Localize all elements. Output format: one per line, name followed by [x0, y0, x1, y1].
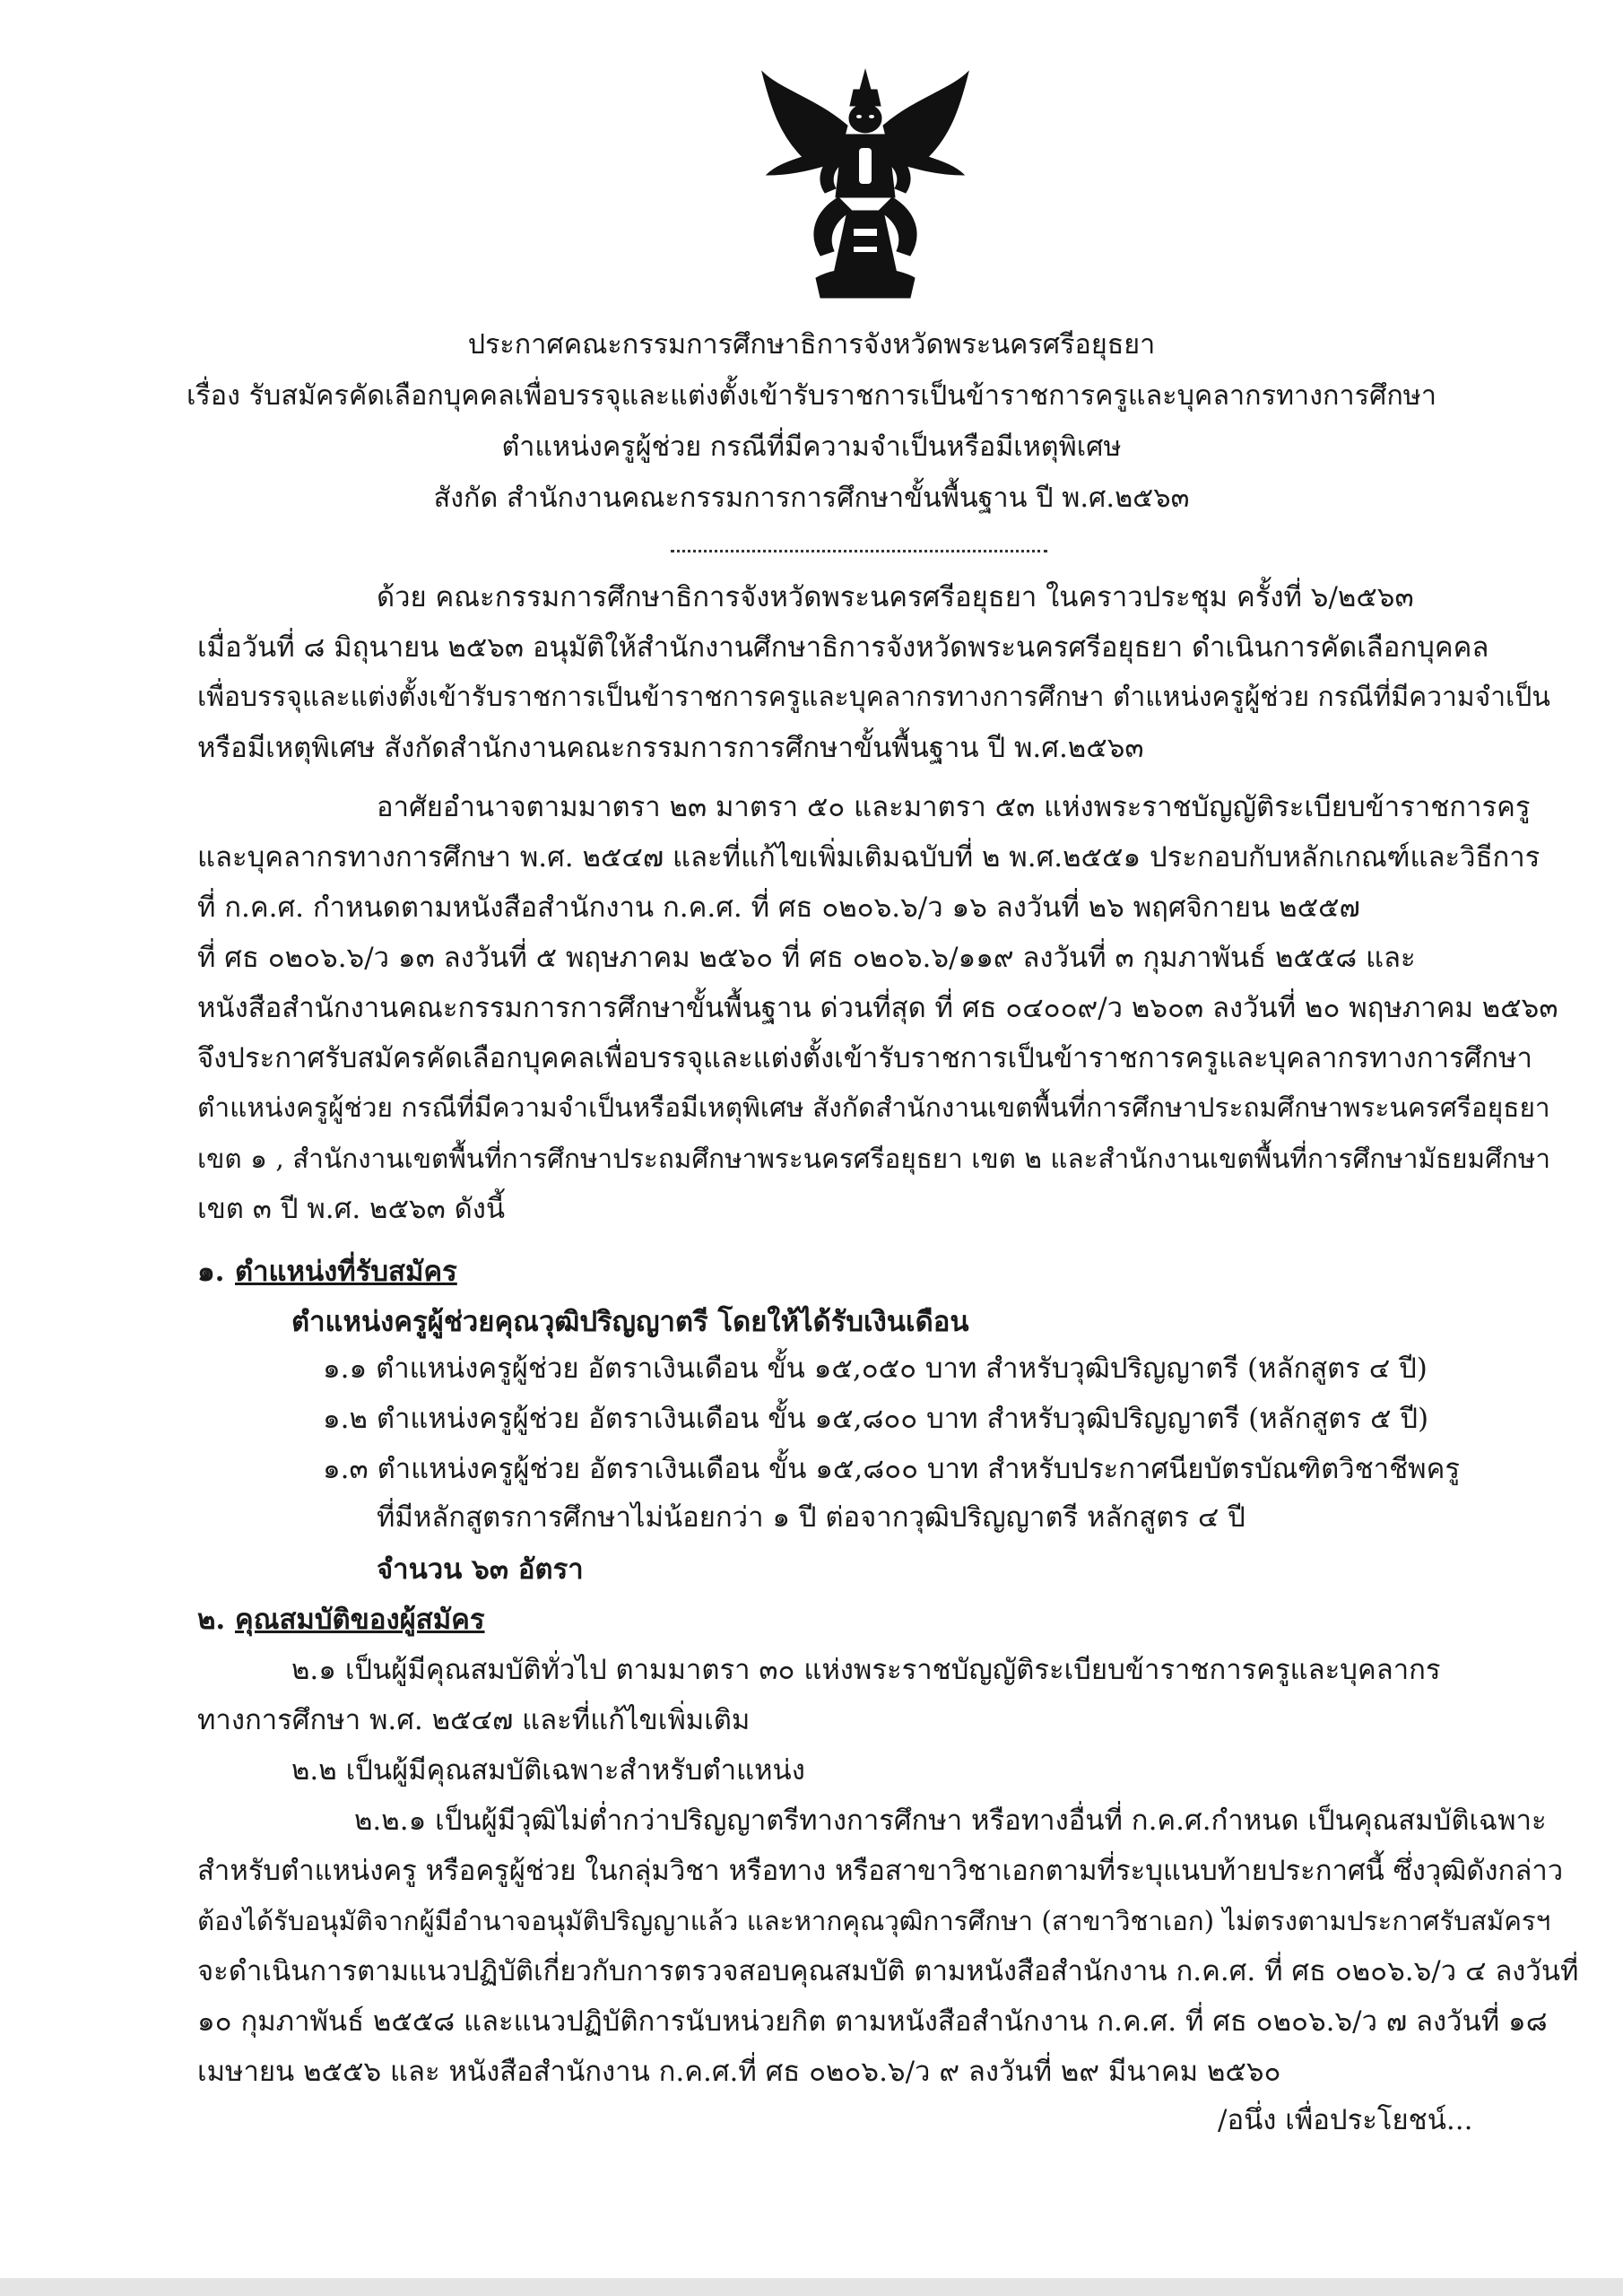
para2-line: ที่ ศธ ๐๒๐๖.๖/ว ๑๓ ลงวันที่ ๕ พฤษภาคม ๒๕๖๐ ที่ ศธ ๐๒๐๖.๖/๑๑๙ ลงวันที่ ๓ กุมภาพันธ์ ๒๕๕๘ และ — [197, 942, 1416, 974]
section1-heading: ตำแหน่งที่รับสมัคร — [235, 1256, 457, 1288]
para2-line: ที่ ก.ค.ศ. กำหนดตามหนังสือสำนักงาน ก.ค.ศ. ที่ ศธ ๐๒๐๖.๖/ว ๑๖ ลงวันที่ ๒๖ พฤศจิกายน ๒๕๕๗ — [197, 891, 1360, 924]
section1-number: ๑. — [197, 1256, 225, 1288]
para2-line: เขต ๑ , สำนักงานเขตพื้นที่การศึกษาประถมศึกษาพระนครศรีอยุธยา เขต ๒ และสำนักงานเขตพื้นที่การศึกษามัธยมศึกษา — [197, 1143, 1551, 1174]
announcement-position: ตำแหน่งครูผู้ช่วย กรณีที่มีความจำเป็นหรือมีเหตุพิเศษ — [501, 431, 1122, 463]
position-item: ๑.๒ ตำแหน่งครูผู้ช่วย อัตราเงินเดือน ขั้น ๑๕,๘๐๐ บาท สำหรับวุฒิปริญญาตรี (หลักสูตร ๕ ปี) — [323, 1403, 1429, 1435]
announcement-title: ประกาศคณะกรรมการศึกษาธิการจังหวัดพระนครศรีอยุธยา — [467, 329, 1156, 361]
garuda-emblem — [753, 63, 977, 305]
para1-line: เมื่อวันที่ ๘ มิถุนายน ๒๕๖๓ อนุมัติให้สำนักงานศึกษาธิการจังหวัดพระนครศรีอยุธยา ดำเนินการคัดเลือกบุคคล — [197, 631, 1489, 664]
para1-line: ด้วย คณะกรรมการศึกษาธิการจังหวัดพระนครศรีอยุธยา ในคราวประชุม ครั้งที่ ๖/๒๕๖๓ — [377, 581, 1414, 613]
qualification-line: ๒.๒ เป็นผู้มีคุณสมบัติเฉพาะสำหรับตำแหน่ง — [291, 1754, 805, 1787]
para2-line: หนังสือสำนักงานคณะกรรมการการศึกษาขั้นพื้นฐาน ด่วนที่สุด ที่ ศธ ๐๔๐๐๙/ว ๒๖๐๓ ลงวันที่ ๒๐ พฤษภาคม ๒๕๖๓ — [197, 992, 1558, 1024]
scan-edge — [0, 2278, 1623, 2296]
section2-heading: คุณสมบัติของผู้สมัคร — [235, 1604, 485, 1636]
para2-line: อาศัยอำนาจตามมาตรา ๒๓ มาตรา ๕๐ และมาตรา ๕๓ แห่งพระราชบัญญัติระเบียบข้าราชการครู — [377, 791, 1531, 823]
section1-subheading: ตำแหน่งครูผู้ช่วยคุณวุฒิปริญญาตรี โดยให้ได้รับเงินเดือน — [291, 1306, 969, 1338]
qualification-line: ต้องได้รับอนุมัติจากผู้มีอำนาจอนุมัติปริญญาแล้ว และหากคุณวุฒิการศึกษา (สาขาวิชาเอก) ไม่ตรงตามประกาศรับสมัครฯ — [197, 1906, 1551, 1936]
announcement-affiliation: สังกัด สำนักงานคณะกรรมการการศึกษาขั้นพื้นฐาน ปี พ.ศ.๒๕๖๓ — [433, 483, 1190, 514]
para2-line: เขต ๓ ปี พ.ศ. ๒๕๖๓ ดังนี้ — [197, 1193, 506, 1225]
para1-line: เพื่อบรรจุและแต่งตั้งเข้ารับราชการเป็นข้าราชการครูและบุคลากรทางการศึกษา ตำแหน่งครูผู้ช่วย กรณีที่มีความจำเป็น — [197, 682, 1550, 713]
para2-line: จึงประกาศรับสมัครคัดเลือกบุคคลเพื่อบรรจุและแต่งตั้งเข้ารับราชการเป็นข้าราชการครูและบุคลากรทางการศึกษา — [197, 1042, 1532, 1074]
position-count: จำนวน ๖๓ อัตรา — [377, 1553, 584, 1586]
qualification-line: จะดำเนินการตามแนวปฏิบัติเกี่ยวกับการตรวจสอบคุณสมบัติ ตามหนังสือสำนักงาน ก.ค.ศ. ที่ ศธ ๐๒๐๖.๖/ว ๔ ลงวันที่ — [197, 1955, 1579, 1987]
qualification-line: ทางการศึกษา พ.ศ. ๒๕๔๗ และที่แก้ไขเพิ่มเติม — [197, 1704, 751, 1736]
continuation-marker: /อนึ่ง เพื่อประโยชน์... — [1218, 2104, 1473, 2136]
qualification-line: ๒.๑ เป็นผู้มีคุณสมบัติทั่วไป ตามมาตรา ๓๐ แห่งพระราชบัญญัติระเบียบข้าราชการครูและบุคลากร — [291, 1654, 1441, 1686]
qualification-line: เมษายน ๒๕๕๖ และ หนังสือสำนักงาน ก.ค.ศ.ที่ ศธ ๐๒๐๖.๖/ว ๙ ลงวันที่ ๒๙ มีนาคม ๒๕๖๐ — [197, 2056, 1281, 2088]
position-item: ๑.๑ ตำแหน่งครูผู้ช่วย อัตราเงินเดือน ขั้น ๑๕,๐๕๐ บาท สำหรับวุฒิปริญญาตรี (หลักสูตร ๔ ปี) — [323, 1352, 1428, 1385]
dotted-separator — [671, 550, 1047, 552]
section2-number: ๒. — [197, 1604, 226, 1636]
para2-line: ตำแหน่งครูผู้ช่วย กรณีที่มีความจำเป็นหรือมีเหตุพิเศษ สังกัดสำนักงานเขตพื้นที่การศึกษาประถมศึกษาพระนครศรีอยุธยา — [197, 1092, 1550, 1124]
qualification-line: สำหรับตำแหน่งครู หรือครูผู้ช่วย ในกลุ่มวิชา หรือทาง หรือสาขาวิชาเอกตามที่ระบุแนบท้ายประกาศนี้ ซึ่งวุฒิดังกล่าว — [197, 1855, 1564, 1887]
announcement-subject: เรื่อง รับสมัครคัดเลือกบุคคลเพื่อบรรจุและแต่งตั้งเข้ารับราชการเป็นข้าราชการครูและบุคลากรทางการศึกษา — [186, 380, 1437, 412]
qualification-line: ๑๐ กุมภาพันธ์ ๒๕๕๘ และแนวปฏิบัติการนับหน่วยกิต ตามหนังสือสำนักงาน ก.ค.ศ. ที่ ศธ ๐๒๐๖.๖/ว ๗ ลงวันที่ ๑๘ — [197, 2005, 1548, 2038]
para2-line: และบุคลากรทางการศึกษา พ.ศ. ๒๕๔๗ และที่แก้ไขเพิ่มเติมฉบับที่ ๒ พ.ศ.๒๕๕๑ ประกอบกับหลักเกณฑ์และวิธีการ — [197, 841, 1541, 874]
position-item-continuation: ที่มีหลักสูตรการศึกษาไม่น้อยกว่า ๑ ปี ต่อจากวุฒิปริญญาตรี หลักสูตร ๔ ปี — [377, 1501, 1245, 1534]
para1-line: หรือมีเหตุพิเศษ สังกัดสำนักงานคณะกรรมการการศึกษาขั้นพื้นฐาน ปี พ.ศ.๒๕๖๓ — [197, 732, 1144, 764]
position-item: ๑.๓ ตำแหน่งครูผู้ช่วย อัตราเงินเดือน ขั้น ๑๕,๘๐๐ บาท สำหรับประกาศนียบัตรบัณฑิตวิชาชีพครู — [323, 1453, 1460, 1485]
qualification-line: ๒.๒.๑ เป็นผู้มีวุฒิไม่ต่ำกว่าปริญญาตรีทางการศึกษา หรือทางอื่นที่ ก.ค.ศ.กำหนด เป็นคุณสมบัติเฉพาะ — [354, 1805, 1547, 1837]
